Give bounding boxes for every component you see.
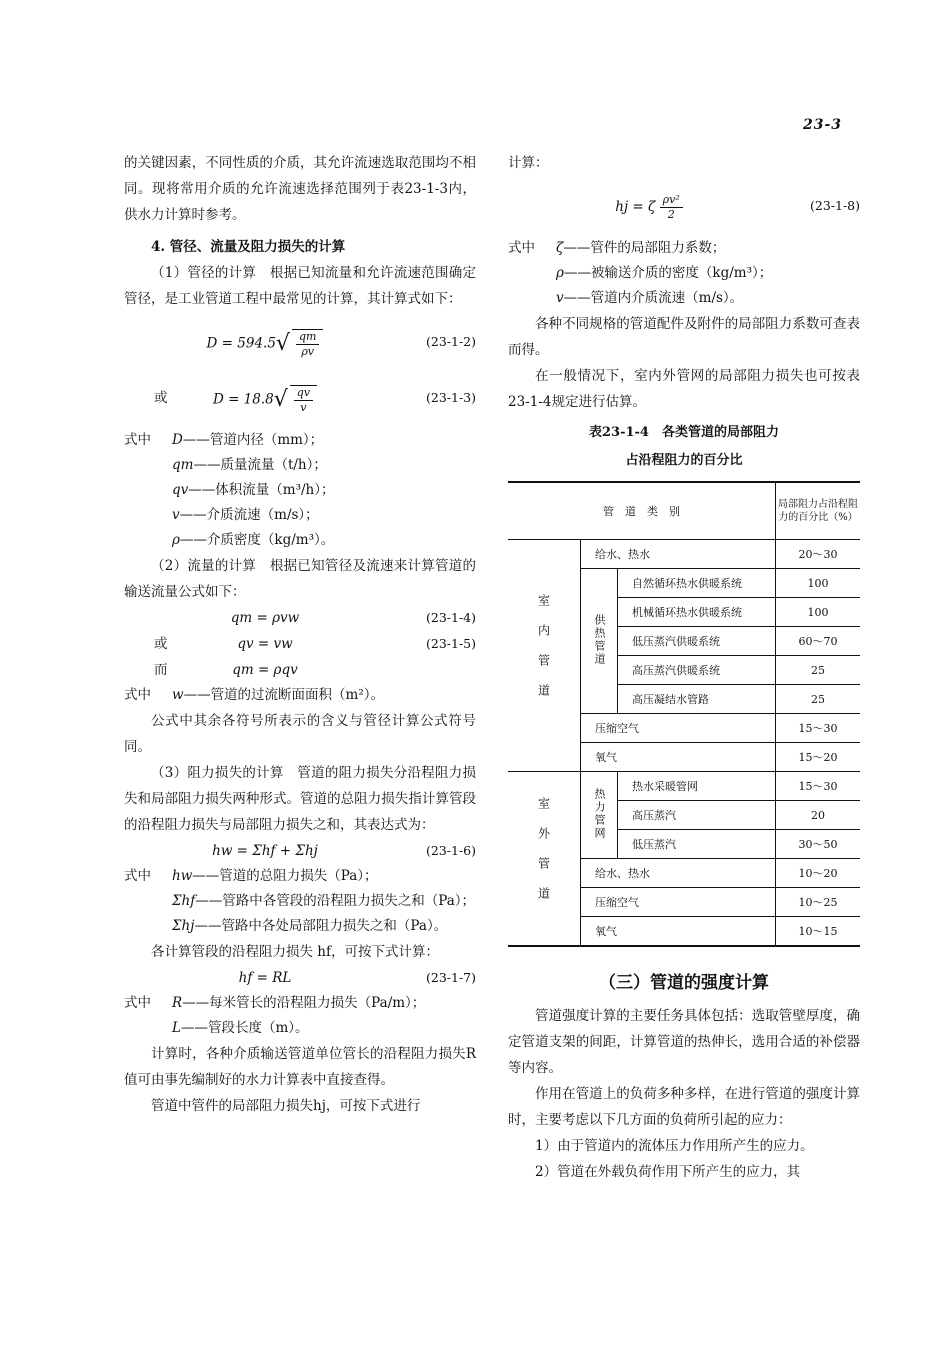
formula-expression: qv = vw	[237, 636, 293, 652]
header-percentage: 局部阻力占沿程阻力的百分比（%）	[776, 482, 861, 540]
row-value: 60～70	[776, 627, 861, 656]
row-name: 给水、热水	[581, 859, 776, 888]
paragraph: （1）管径的计算 根据已知流量和允许流速范围确定管径，是工业管道工程中最常见的计算，其计算式如下：	[124, 265, 476, 307]
right-column	[508, 150, 860, 1185]
table-header-row	[508, 482, 860, 540]
formula-expression: D = 594.5√ $\frac{qm}{\rho v}$	[124, 329, 406, 359]
definition-item: 式中 D——管道内径（mm）；	[124, 432, 324, 448]
paragraph: 管道中管件的局部阻力损失hj，可按下式进行	[151, 1098, 421, 1114]
row-value: 15～30	[776, 772, 861, 801]
definition-item: Σhj——管路中各处局部阻力损失之和（Pa）。	[172, 918, 448, 934]
row-value: 20	[776, 801, 861, 830]
row-name: 高压蒸汽供暖系统	[618, 656, 776, 685]
header-category: 管 道 类 别	[508, 482, 776, 540]
row-name: 低压蒸汽	[618, 830, 776, 859]
definition-item: v——介质流速（m/s）；	[172, 507, 319, 523]
formula-23-1-2	[124, 316, 476, 368]
formula-expression: hj = ζ $\frac{\text{ρv²}}{2}$	[508, 193, 790, 222]
row-value: 30～50	[776, 830, 861, 859]
equation-number: (23-1-7)	[425, 970, 476, 985]
table-caption: 表23-1-4 各类管道的局部阻力	[589, 425, 779, 440]
paragraph: 作用在管道上的负荷多种多样，在进行管道的强度计算时，主要考虑以下几方面的负荷所引起的应力：	[508, 1086, 860, 1128]
row-name: 氧气	[581, 743, 776, 772]
formula-23-1-5	[124, 631, 476, 657]
formula-expression: qm = ρqv	[232, 662, 298, 678]
definition-item: 式中 R——每米管长的沿程阻力损失（Pa/m）；	[124, 995, 426, 1011]
formula-23-1-6	[124, 838, 476, 864]
formula-prefix: 而	[154, 662, 168, 678]
row-name: 高压蒸汽	[618, 801, 776, 830]
row-value: 10～20	[776, 859, 861, 888]
equation-number: (23-1-2)	[425, 334, 476, 349]
paragraph: 公式中其余各符号所表示的含义与管径计算公式符号同。	[124, 713, 476, 755]
symbol-definitions	[508, 236, 860, 311]
row-value: 100	[776, 598, 861, 627]
row-value: 10～15	[776, 917, 861, 947]
group-heating: 供热管道	[581, 569, 618, 714]
row-name: 机械循环热水供暖系统	[618, 598, 776, 627]
table-caption-subtitle: 占沿程阻力的百分比	[625, 453, 743, 468]
definition-item: Σhf——管路中各管段的沿程阻力损失之和（Pa）；	[172, 893, 476, 909]
table-row	[508, 772, 860, 801]
formula-prefix: 或	[154, 390, 168, 406]
definition-item: ρ——介质密度（kg/m³）。	[172, 532, 335, 548]
paragraph: 各种不同规格的管道配件及附件的局部阻力系数可查表而得。	[508, 316, 860, 358]
row-name: 给水、热水	[581, 540, 776, 569]
definition-item: 式中 w——管道的过流断面面积（m²）。	[124, 687, 385, 703]
formula-expression: D = 18.8√ $\frac{qv}{v}$	[124, 385, 406, 415]
formula-23-1-4	[124, 605, 476, 631]
group-outdoor: 室外管道	[508, 772, 581, 947]
definition-item: ρ——被输送介质的密度（kg/m³）；	[556, 265, 773, 281]
paragraph: 各计算管段的沿程阻力损失 hf，可按下式计算：	[151, 944, 439, 960]
left-column	[124, 150, 476, 1119]
paragraph: 的关键因素，不同性质的介质，其允许流速选取范围均不相同。现将常用介质的允许流速选择范围列于表23-1-3内，供水力计算时参考。	[124, 155, 476, 223]
symbol-definitions	[124, 991, 476, 1041]
equation-number: (23-1-6)	[425, 843, 476, 858]
paragraph: 1）由于管道内的流体压力作用所产生的应力。	[535, 1138, 814, 1154]
row-value: 20～30	[776, 540, 861, 569]
row-name: 压缩空气	[581, 714, 776, 743]
formula-23-1-7	[124, 965, 476, 991]
group-heat-network: 热力管网	[581, 772, 618, 859]
paragraph: 在一般情况下，室内外管网的局部阻力损失也可按表23-1-4规定进行估算。	[508, 368, 860, 410]
row-value: 100	[776, 569, 861, 598]
section-title: （三）管道的强度计算	[599, 973, 769, 993]
resistance-table	[508, 481, 860, 947]
row-name: 热水采暖管网	[618, 772, 776, 801]
row-value: 15～30	[776, 714, 861, 743]
page-number: 23-3	[803, 117, 843, 133]
definition-item: qm——质量流量（t/h）；	[172, 457, 327, 473]
equation-number: (23-1-5)	[425, 636, 476, 651]
group-indoor: 室内管道	[508, 540, 581, 772]
row-value: 10～25	[776, 888, 861, 917]
row-value: 15～20	[776, 743, 861, 772]
formula-relation	[124, 657, 476, 683]
row-name: 自然循环热水供暖系统	[618, 569, 776, 598]
paragraph: （3）阻力损失的计算 管道的阻力损失分沿程阻力损失和局部阻力损失两种形式。管道的总阻力损失指计算管段的沿程阻力损失与局部阻力损失之和，其表达式为：	[124, 765, 476, 833]
definition-item: L——管段长度（m）。	[172, 1020, 309, 1036]
paragraph: 计算时，各种介质输送管道单位管长的沿程阻力损失R值可由事先编制好的水力计算表中直接查得。	[124, 1046, 476, 1088]
row-name: 高压凝结水管路	[618, 685, 776, 714]
definition-item: v——管道内介质流速（m/s）。	[556, 290, 744, 306]
row-value: 25	[776, 685, 861, 714]
formula-expression: hf = RL	[238, 970, 292, 986]
equation-number: (23-1-4)	[425, 610, 476, 625]
row-name: 压缩空气	[581, 888, 776, 917]
symbol-definitions	[124, 428, 476, 553]
paragraph: 2）管道在外载负荷作用下所产生的应力，其	[535, 1164, 801, 1180]
formula-expression: qm = ρvw	[230, 610, 300, 626]
section-heading: 4. 管径、流量及阻力损失的计算	[151, 239, 346, 255]
formula-23-1-8	[508, 180, 860, 232]
equation-number: (23-1-3)	[425, 390, 476, 405]
paragraph: （2）流量的计算 根据已知管径及流速来计算管道的输送流量公式如下：	[124, 558, 476, 600]
definition-item: 式中 ζ——管件的局部阻力系数；	[508, 240, 726, 256]
formula-23-1-3	[124, 372, 476, 424]
row-value: 25	[776, 656, 861, 685]
row-name: 氧气	[581, 917, 776, 947]
paragraph: 管道强度计算的主要任务具体包括：选取管壁厚度，确定管道支架的间距，计算管道的热伸长，选用合适的补偿器等内容。	[508, 1008, 860, 1076]
table-row	[508, 540, 860, 569]
equation-number: (23-1-8)	[809, 198, 860, 213]
definition-item: qv——体积流量（m³/h）；	[172, 482, 335, 498]
paragraph: 计算：	[508, 155, 549, 171]
formula-expression: hw = Σhf + Σhj	[212, 843, 318, 859]
symbol-definitions	[124, 864, 476, 939]
formula-prefix: 或	[154, 636, 168, 652]
definition-item: 式中 hw——管道的总阻力损失（Pa）；	[124, 868, 378, 884]
row-name: 低压蒸汽供暖系统	[618, 627, 776, 656]
